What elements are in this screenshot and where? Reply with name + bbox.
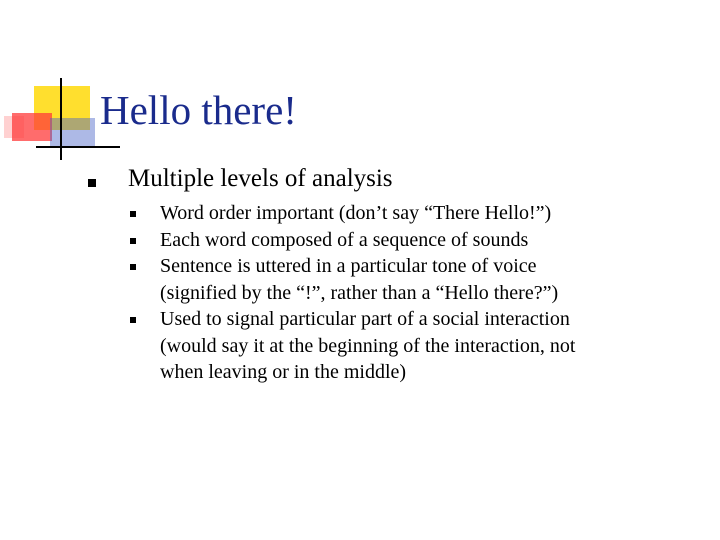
sub-bullet-line: Word order important (don’t say “There Hello!”) (160, 202, 552, 224)
sub-bullet-line: when leaving or in the middle) (160, 361, 407, 383)
sub-bullet-item (160, 227, 680, 254)
sub-bullet-line: (signified by the “!”, rather than a “Hello there?”) (160, 281, 559, 304)
slide-title: Hello there! (100, 87, 297, 133)
sub-bullet-line: Each word composed of a sequence of sounds (160, 228, 529, 251)
square-bullet-icon (130, 211, 136, 217)
main-bullet-text: Multiple levels of analysis (128, 165, 393, 192)
sub-bullet-list (160, 200, 680, 386)
sub-bullet-line: Used to signal particular part of a social interaction (160, 308, 570, 330)
sub-bullet-line: Sentence is uttered in a particular tone of voice (160, 255, 537, 277)
square-bullet-icon (130, 238, 136, 244)
sub-bullet-item (160, 253, 680, 306)
sub-bullet-item (160, 200, 680, 227)
square-bullet-icon (88, 179, 96, 187)
square-bullet-icon (130, 264, 136, 270)
sub-bullet-line: (would say it at the beginning of the interaction, not (160, 334, 576, 357)
sub-bullet-item (160, 306, 680, 386)
square-bullet-icon (130, 317, 136, 323)
